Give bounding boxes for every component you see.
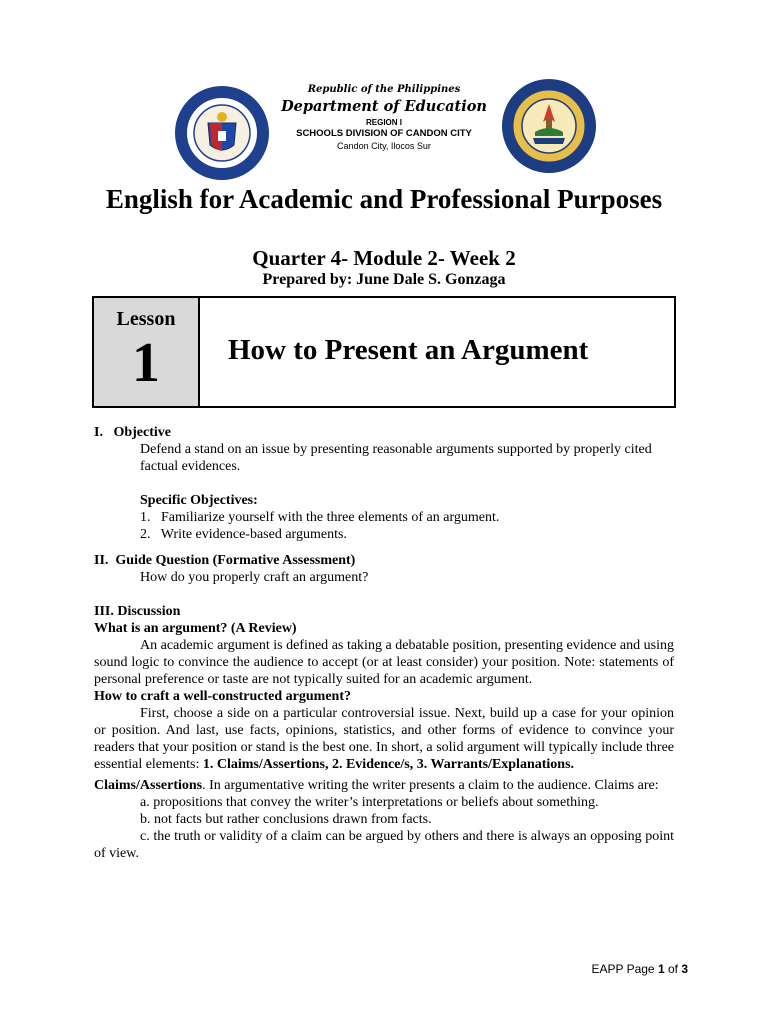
- how-to-craft-heading: How to craft a well-constructed argument?: [94, 689, 351, 704]
- objective-item: 2. Write evidence-based arguments.: [140, 527, 347, 542]
- objective-text: Defend a stand on an issue by presenting reasonable arguments supported by properly cited factual evidences.: [140, 442, 652, 474]
- what-is-argument-heading: What is an argument? (A Review): [94, 621, 297, 636]
- department-name: Department of Education: [281, 98, 487, 115]
- three-elements-text: 1. Claims/Assertions, 2. Evidence/s, 3. Warrants/Explanations.: [202, 757, 575, 772]
- module-title: English for Academic and Professional Purposes: [105, 184, 663, 214]
- how-to-craft-text: First, choose a side on a particular controversial issue. Next, build up a case for your opinion or position. And last, use facts, opinions, statistics, and other forms of evidence to convince your readers that your position or stand is the best one. In short, a solid argument will typically include three essential elements:: [94, 706, 674, 772]
- lesson-number: 1: [132, 332, 160, 394]
- city-line: Candon City, Ilocos Sur: [337, 141, 431, 151]
- footer-current-page: 1: [657, 962, 665, 976]
- objective-item: 1. Familiarize yourself with the three elements of an argument.: [140, 510, 500, 525]
- footer-of: of: [664, 962, 682, 976]
- what-is-argument-text: An academic argument is defined as taking a debatable position, presenting evidence and using sound logic to convince the audience to accept (or at least consider) your position. Note: statements of personal preference or taste are not typically suited for an academic argument.: [94, 638, 674, 687]
- lesson-banner: [92, 296, 676, 408]
- specific-objectives-heading: Specific Objectives:: [140, 493, 258, 508]
- guide-question-heading: II. Guide Question (Formative Assessment): [94, 553, 356, 568]
- prepared-by: Prepared by: June Dale S. Gonzaga: [262, 271, 506, 288]
- claims-item: a. propositions that convey the writer’s interpretations or beliefs about something.: [140, 795, 599, 810]
- deped-seal-icon: [175, 86, 269, 180]
- how-to-craft-paragraph: [94, 705, 674, 773]
- lesson-title: How to Present an Argument: [228, 334, 589, 366]
- guide-question: How do you properly craft an argument?: [140, 570, 369, 585]
- division-seal-icon: [502, 79, 596, 173]
- region-line: REGION I: [365, 118, 402, 127]
- lesson-body: [94, 424, 674, 862]
- discussion-heading: III. Discussion: [94, 604, 181, 619]
- module-subtitle: Quarter 4- Module 2- Week 2: [252, 246, 516, 270]
- lesson-label: Lesson: [116, 308, 176, 330]
- footer-prefix: EAPP Page: [591, 962, 658, 976]
- claims-item: c. the truth or validity of a claim can be argued by others and there is always an opposing point of view.: [94, 829, 674, 861]
- division-line: SCHOOLS DIVISION OF CANDON CITY: [296, 128, 472, 139]
- page-footer: [591, 962, 688, 976]
- footer-total-pages: 3: [681, 962, 688, 976]
- objective-heading: I. Objective: [94, 425, 171, 440]
- lesson-number-cell: [94, 298, 200, 406]
- claims-paragraph: [94, 777, 674, 794]
- claims-label: Claims/Assertions: [94, 778, 203, 793]
- republic-line: Republic of the Philippines: [307, 84, 461, 95]
- letterhead: [264, 84, 504, 151]
- claims-item: b. not facts but rather conclusions drawn from facts.: [140, 812, 432, 827]
- claims-text: . In argumentative writing the writer presents a claim to the audience. Claims are:: [202, 778, 659, 793]
